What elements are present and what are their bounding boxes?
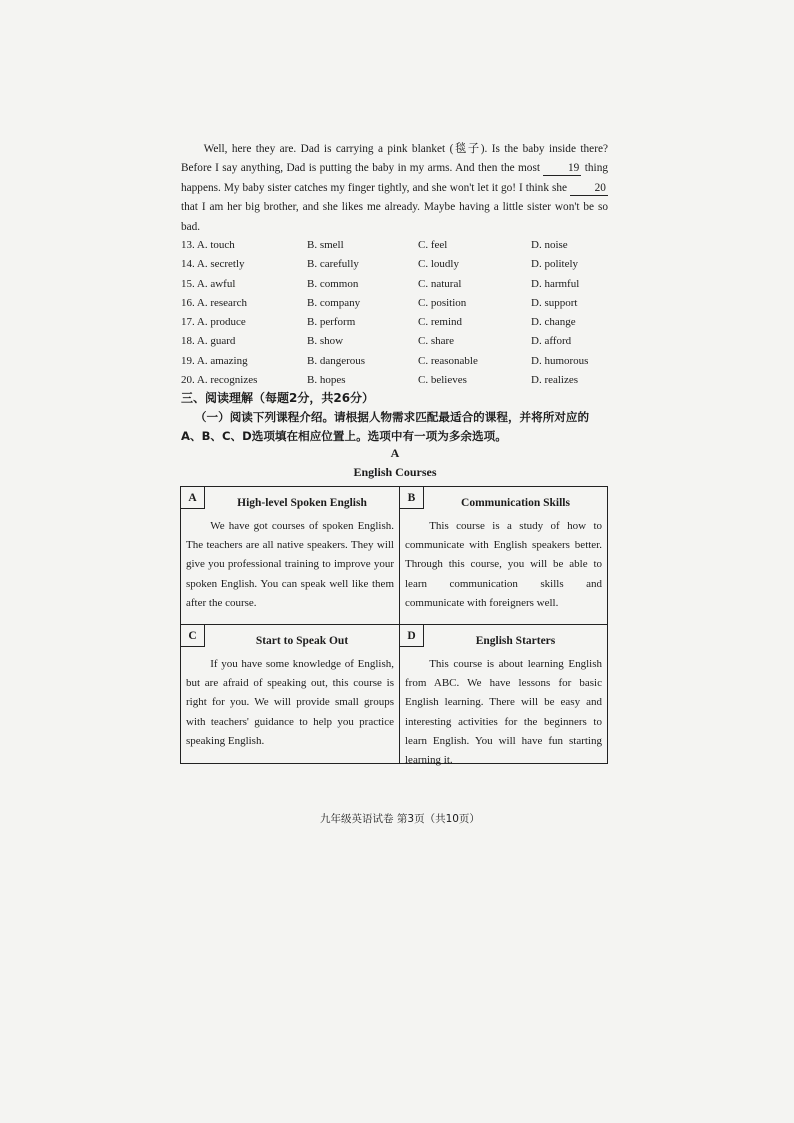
option-d: D. change [531,316,576,329]
passage-text-2: thing happens. My baby sister catches my finger tightly, and she won't let it go! I think she [181,162,608,194]
blank-19: 19 [543,161,581,176]
passage-text-3: that I am her big brother, and she likes me already. Maybe having a little sister won't be so bad. [181,201,608,233]
course-description-text: This course is about learning English from ABC. We have lessons for basic English learning. There will be easy and interesting activities for the beginners to learn English. You will have fun starting learning it. [405,658,602,767]
course-description-text: This course is a study of how to communicate with English speakers better. Through this course, you will be able to learn communication skills and communicate with foreigners well. [405,520,602,609]
option-c: C. position [418,296,467,309]
passage-paragraph [181,140,608,237]
course-card-a [181,487,400,625]
option-row [181,332,611,351]
page-footer: 九年级英语试卷 第3页（共10页） [320,813,480,825]
option-b: B. company [307,296,361,309]
course-card-d [400,625,607,767]
courses-title: English Courses [353,465,437,479]
option-b: B. dangerous [307,354,366,367]
course-description [186,517,394,613]
option-c: C. reasonable [418,354,478,367]
course-title: High-level Spoken English [237,497,367,509]
option-a: 14. A. secretly [181,258,245,271]
instructions-text: （一）阅读下列课程介绍。请根据人物需求匹配最适合的课程，并将所对应的A、B、C、D选项填在相应位置上。选项中有一项为多余选项。 [181,410,590,443]
option-a: 17. A. produce [181,316,246,329]
section-instructions [181,408,609,446]
course-card-c [181,625,400,763]
course-title: Start to Speak Out [255,635,349,647]
option-d: D. politely [531,258,579,271]
option-b: B. smell [307,239,344,251]
option-d: D. harmful [531,277,580,290]
option-row [181,371,611,390]
course-letter: D [400,625,424,647]
option-c: C. share [418,335,455,348]
option-c: C. believes [418,374,467,387]
option-b: B. show [307,335,344,348]
option-row [181,255,611,274]
option-row [181,275,611,294]
option-d: D. realizes [531,374,579,387]
option-d: D. afford [531,335,572,348]
course-title: English Starters [475,635,556,647]
option-c: C. natural [418,277,462,290]
course-title: Communication Skills [461,497,570,509]
option-b: B. perform [307,316,356,329]
option-b: B. carefully [307,258,359,271]
option-row [181,294,611,313]
option-row [181,352,611,371]
option-c: C. loudly [418,258,459,271]
cloze-passage-ending [181,140,608,237]
course-description [405,517,602,613]
option-row [181,236,611,255]
option-a: 18. A. guard [181,335,236,348]
passage-text-1: Well, here they are. Dad is carrying a pink blanket (毯子). Is the baby inside there? Before I say anything, Dad is putting the baby in my arms. And then the most [181,143,608,175]
course-description [405,655,602,770]
option-a: 13. A. touch [181,239,235,251]
passage-letter: A [390,446,400,460]
option-b: B. common [307,277,359,290]
option-a: 19. A. amazing [181,354,248,367]
section-title: 三、阅读理解（每题2分，共26分） [181,391,375,405]
option-b: B. hopes [307,374,346,387]
course-description-text: We have got courses of spoken English. The teachers are all native speakers. They will give you professional training to improve your spoken English. You can speak well like them after the course. [186,520,394,609]
option-a: 20. A. recognizes [181,374,258,387]
course-description [186,655,394,751]
option-c: C. feel [418,239,448,251]
course-letter: B [400,487,424,509]
option-d: D. support [531,296,578,309]
option-a: 15. A. awful [181,277,236,290]
option-row [181,313,611,332]
cloze-options [181,236,611,390]
courses-table [180,486,608,767]
option-d: D. humorous [531,354,589,367]
option-d: D. noise [531,239,568,251]
course-letter: A [181,487,205,509]
course-card-b [400,487,607,625]
option-a: 16. A. research [181,296,247,309]
blank-20: 20 [570,181,608,196]
option-c: C. remind [418,316,462,329]
course-letter: C [181,625,205,647]
course-description-text: If you have some knowledge of English, but are afraid of speaking out, this course is right for you. We will provide small groups with teachers' guidance to help you practice speaking English. [186,658,394,747]
